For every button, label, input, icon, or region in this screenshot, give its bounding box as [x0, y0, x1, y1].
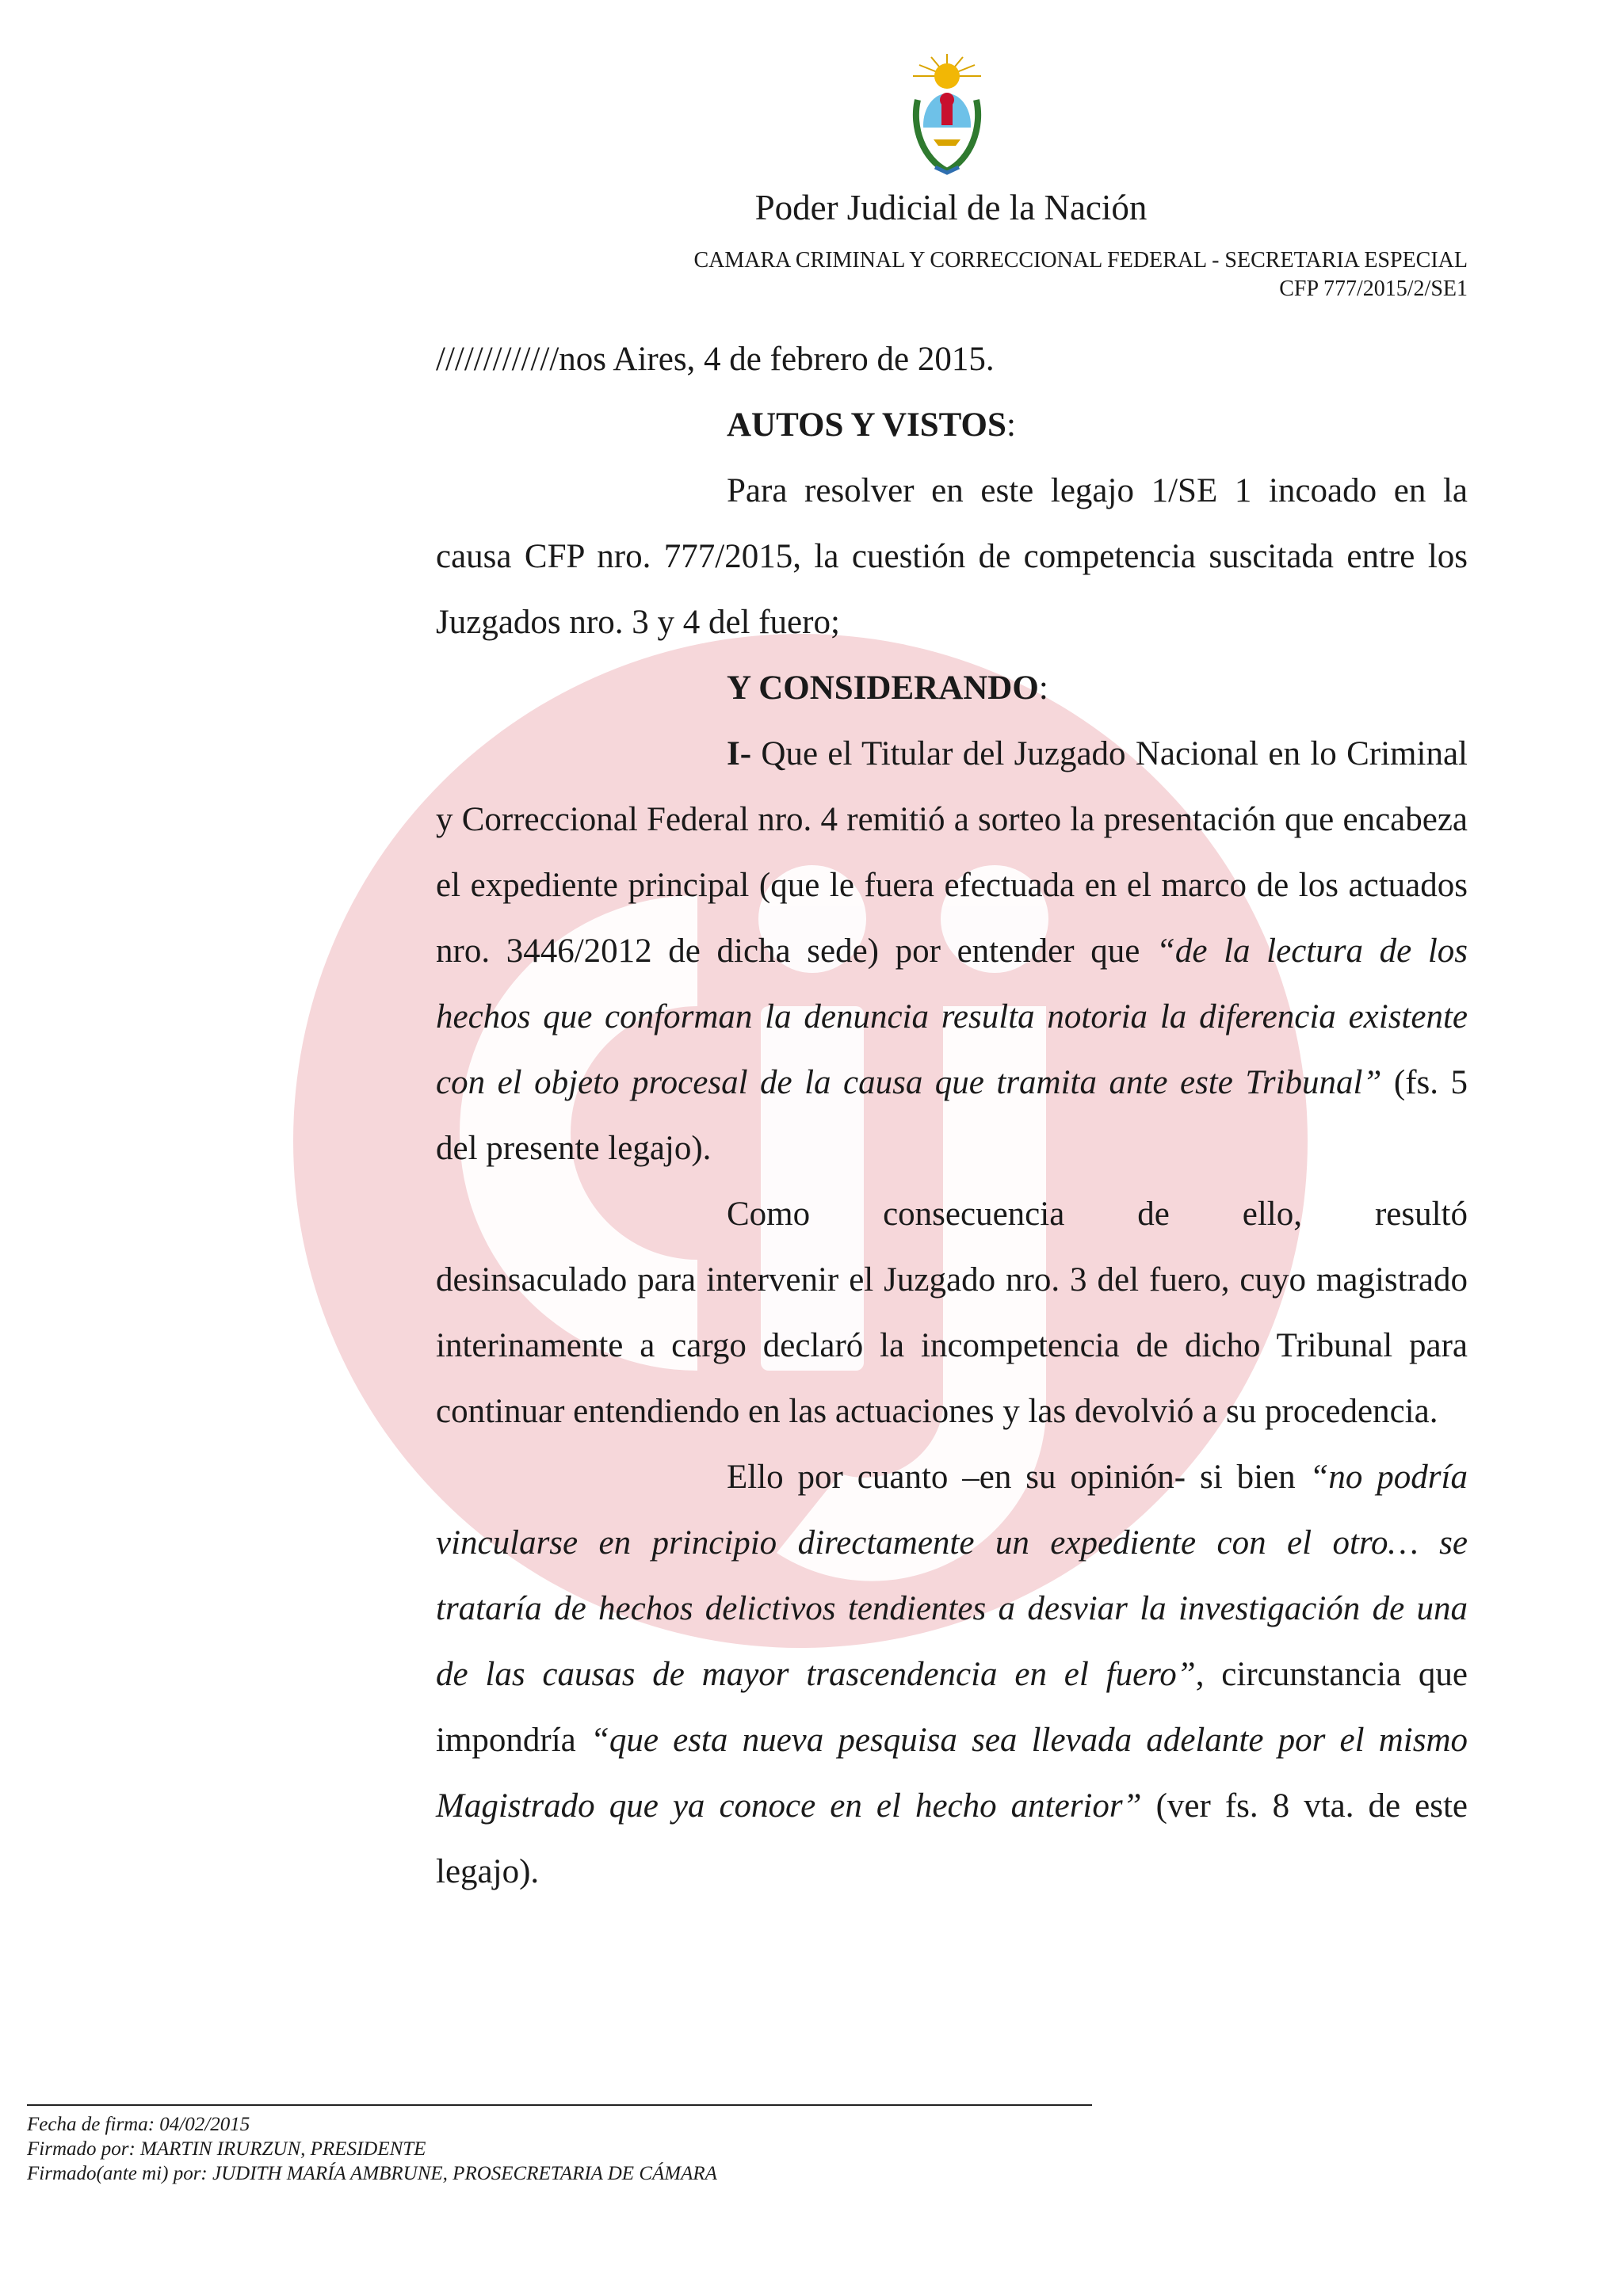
- autos-heading-line: AUTOS Y VISTOS:: [727, 406, 1016, 444]
- autos-paragraph: Para resolver en este legajo 1/SE 1 incoado en la causa CFP nro. 777/2015, la cuestión de competencia suscitada entre los Juzgados nro. 3 y 4 del fuero;: [436, 472, 1468, 641]
- signed-by: Firmado por: MARTIN IRURZUN, PRESIDENTE: [27, 2138, 426, 2160]
- signed-before: Firmado(ante mi) por: JUDITH MARÍA AMBRUNE, PROSECRETARIA DE CÁMARA: [27, 2163, 717, 2184]
- case-number: CFP 777/2015/2/SE1: [1279, 277, 1468, 301]
- document-body: [436, 326, 1468, 1905]
- coat-of-arms-icon: [903, 52, 991, 177]
- paragraph-1: [436, 721, 1468, 1181]
- paragraph-2-rest: desinsaculado para intervenir el Juzgado nro. 3 del fuero, cuyo magistrado interinamente a cargo declaró la incompetencia de dicho Tribunal para continuar entendiendo en las actuaciones y las devolvió a su procedencia.: [436, 1261, 1468, 1430]
- paragraph-2-first-line: Como consecuencia de ello, resultó: [727, 1196, 1468, 1233]
- court-name: CAMARA CRIMINAL Y CORRECCIONAL FEDERAL - SECRETARIA ESPECIAL: [693, 248, 1468, 273]
- institution-title: Poder Judicial de la Nación: [754, 188, 1148, 227]
- autos-heading: AUTOS Y VISTOS: [727, 406, 1006, 444]
- section-label-i: I-: [727, 735, 752, 772]
- paragraph-3: [436, 1444, 1468, 1905]
- p1-text-b: (fs. 5 del presente legajo).: [436, 1064, 1468, 1167]
- p1-text-a: Que el Titular del Juzgado Nacional en lo Criminal y Correccional Federal nro. 4 remitió a sorteo la presentación que encabeza el expediente principal (que le fuera efectuada en el marco de los actuados nro. 3446/2012 de dicha sede) por entender que: [436, 735, 1468, 970]
- considerando-heading-line: Y CONSIDERANDO:: [727, 669, 1048, 707]
- p3-text-c: (ver fs. 8 vta. de este legajo).: [436, 1787, 1468, 1890]
- considerando-heading: Y CONSIDERANDO: [727, 669, 1039, 707]
- dateline: /////////////nos Aires, 4 de febrero de 2015.: [436, 341, 995, 378]
- p3-text-b: , circunstancia que impondría: [436, 1656, 1468, 1759]
- signature-date: Fecha de firma: 04/02/2015: [27, 2114, 250, 2135]
- signature-footer: [27, 2112, 717, 2186]
- p3-quote-a: “no podría vincularse en principio directamente un expediente con el otro… se trataría de hechos delictivos tendientes a desviar la investigación de una de las causas de mayor trascendencia en el fuero”: [436, 1459, 1468, 1693]
- footer-divider: [27, 2104, 1092, 2106]
- p3-quote-b: “que esta nueva pesquisa sea llevada adelante por el mismo Magistrado que ya conoce en el hecho anterior”: [436, 1722, 1468, 1825]
- p3-text-a: Ello por cuanto –en su opinión- si bien: [727, 1459, 1310, 1496]
- p1-quote: “de la lectura de los hechos que conforman la denuncia resulta notoria la diferencia existente con el objeto procesal de la causa que tramita ante este Tribunal”: [436, 933, 1468, 1101]
